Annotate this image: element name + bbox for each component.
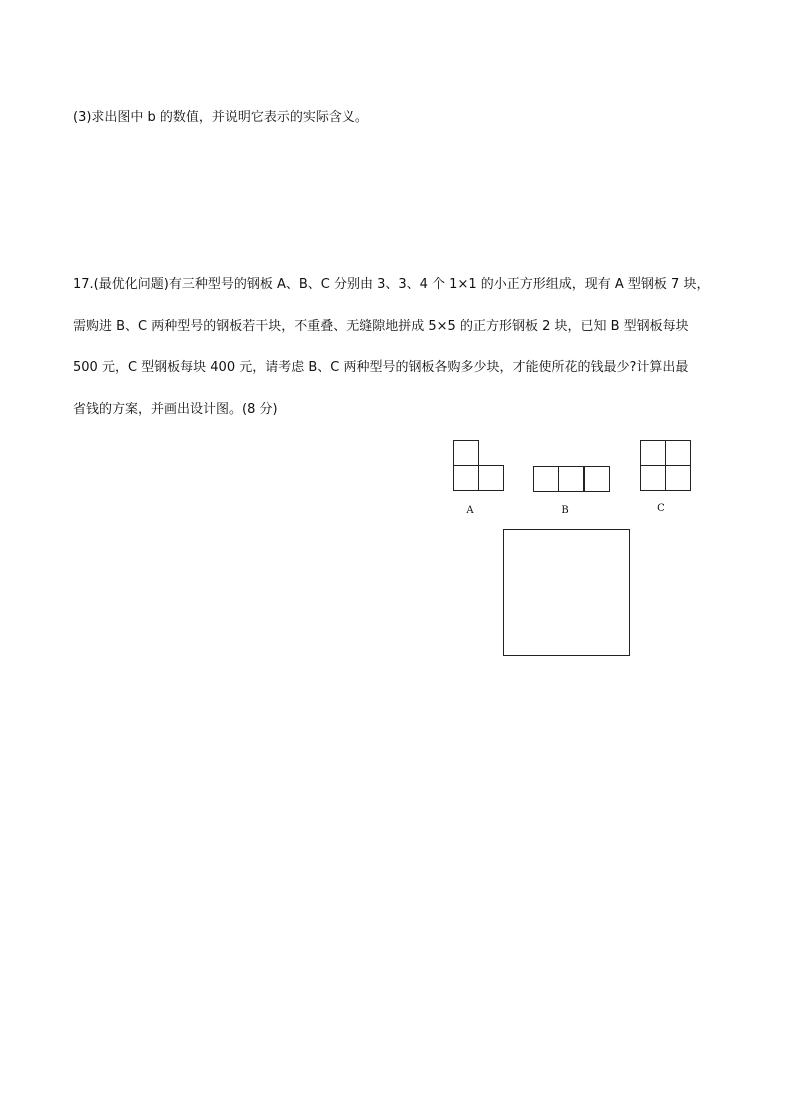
steel-plate-c bbox=[640, 440, 692, 492]
plate-c-cell bbox=[640, 440, 666, 466]
plate-c-cell bbox=[640, 465, 666, 491]
design-square-5x5 bbox=[503, 529, 630, 656]
plate-b-cell bbox=[558, 466, 584, 492]
steel-plate-a bbox=[453, 440, 504, 492]
problem-17-line-4: 省钱的方案，并画出设计图。(8 分) bbox=[73, 402, 278, 417]
plate-a-cell bbox=[453, 440, 479, 466]
plate-c-label: C bbox=[657, 503, 665, 514]
plate-b-cell bbox=[533, 466, 559, 492]
steel-plate-b bbox=[533, 466, 610, 492]
problem-17-line-2: 需购进 B、C 两种型号的钢板若干块，不重叠、无缝隙地拼成 5×5 的正方形钢板 2 块，已知 B 型钢板每块 bbox=[73, 319, 689, 334]
plate-c-cell bbox=[665, 440, 691, 466]
plate-c-cell bbox=[665, 465, 691, 491]
plate-b-cell bbox=[584, 466, 610, 492]
problem-17-line-1: 17.(最优化问题)有三种型号的钢板 A、B、C 分别由 3、3、4 个 1×1 的小正方形组成，现有 A 型钢板 7 块， bbox=[73, 277, 710, 292]
problem-17-line-3: 500 元，C 型钢板每块 400 元，请考虑 B、C 两种型号的钢板各购多少块，才能使所花的钱最少?计算出最 bbox=[73, 360, 689, 375]
plate-a-cell bbox=[453, 465, 479, 491]
question-3-text: (3)求出图中 b 的数值，并说明它表示的实际含义。 bbox=[73, 110, 368, 125]
plate-b-label: B bbox=[561, 505, 569, 516]
plate-a-cell bbox=[478, 465, 504, 491]
plate-a-label: A bbox=[466, 505, 474, 516]
